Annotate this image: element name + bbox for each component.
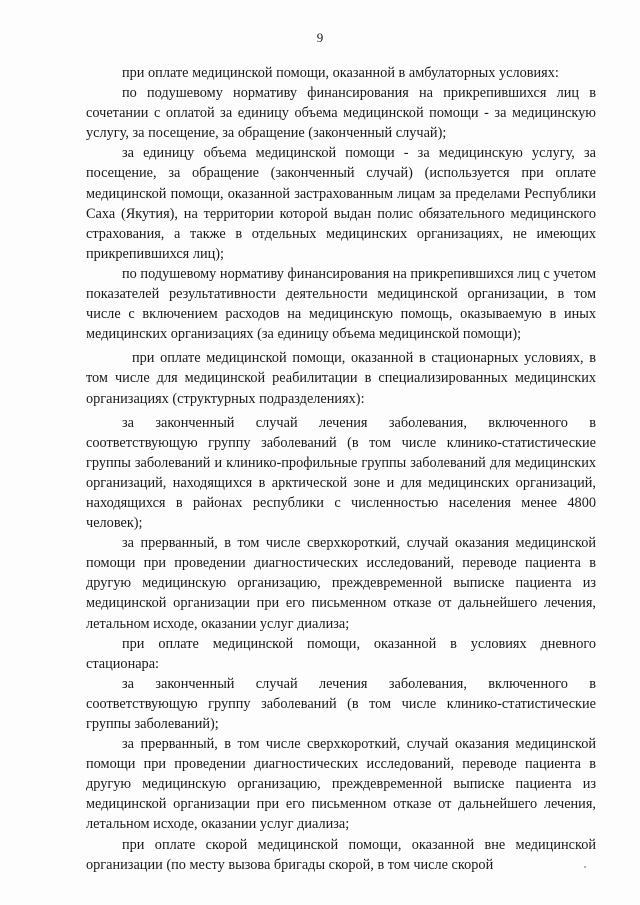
paragraph-emergency-payment: при оплате скорой медицинской помощи, оказанной вне медицинской организации (по месту вызова бригады скорой, в том числе скорой [86, 836, 596, 873]
paragraph-per-unit-volume: за единицу объема медицинской помощи - за медицинскую услугу, за посещение, за обращение (законченный случай) (используется при оплате медицинской помощи, оказанной застрахованным лицам за пределами Республики Саха (Якутия), на территории которой выдан полис обязательного медицинского страхования, а также в отдельных медицинских организациях, не имеющих прикрепившихся лиц); [86, 145, 596, 262]
paragraph-per-capita-combined: по подушевому нормативу финансирования на прикрепившихся лиц в сочетании с оплатой за единицу объема медицинской помощи - за медицинскую услугу, за посещение, за обращение (законченный случай); [86, 85, 596, 142]
document-body [86, 63, 596, 875]
paragraph-outpatient-payment: при оплате медицинской помощи, оказанной в амбулаторных условиях: [122, 65, 559, 81]
paragraph-inpatient-completed-case: за законченный случай лечения заболевания, включенного в соответствующую группу заболеваний (в том числе клинико-статистические группы заболеваний и клинико-профильные группы заболеваний для медицинских организаций, находящихся в арктической зоне и для медицинских организаций, находящихся в районах республики с численностью населения менее 4800 человек); [86, 414, 596, 532]
paragraph-day-hospital-interrupted-case: за прерванный, в том числе сверхкороткий, случай оказания медицинской помощи при проведении диагностических исследований, переводе пациента в другую медицинскую организацию, преждевременной выписке пациента из медицинской организации при его письменном отказе от дальнейшего лечения, летальном исходе, оказании услуг диализа; [86, 736, 596, 833]
paragraph-day-hospital-completed-case: за законченный случай лечения заболевания, включенного в соответствующую группу заболеваний (в том числе клинико-статистические группы заболеваний); [86, 675, 596, 732]
paragraph-inpatient-interrupted-case: за прерванный, в том числе сверхкороткий, случай оказания медицинской помощи при проведении диагностических исследований, переводе пациента в другую медицинскую организацию, преждевременной выписке пациента из медицинской организации при его письменном отказе от дальнейшего лечения, летальном исходе, оказании услуг диализа; [86, 535, 596, 632]
paragraph-inpatient-payment: при оплате медицинской помощи, оказанной в стационарных условиях, в том числе для медицинской реабилитации в специализированных медицинских организациях (структурных подразделениях): [86, 350, 596, 407]
scan-artifact [584, 866, 586, 868]
paragraph-per-capita-performance: по подушевому нормативу финансирования на прикрепившихся лиц с учетом показателей результативности деятельности медицинской организации, в том числе с включением расходов на медицинскую помощь, оказываемую в иных медицинских организациях (за единицу объема медицинской помощи); [86, 265, 596, 343]
page-number: 9 [316, 30, 324, 45]
paragraph-day-hospital-payment: при оплате медицинской помощи, оказанной в условиях дневного стационара: [86, 635, 596, 672]
